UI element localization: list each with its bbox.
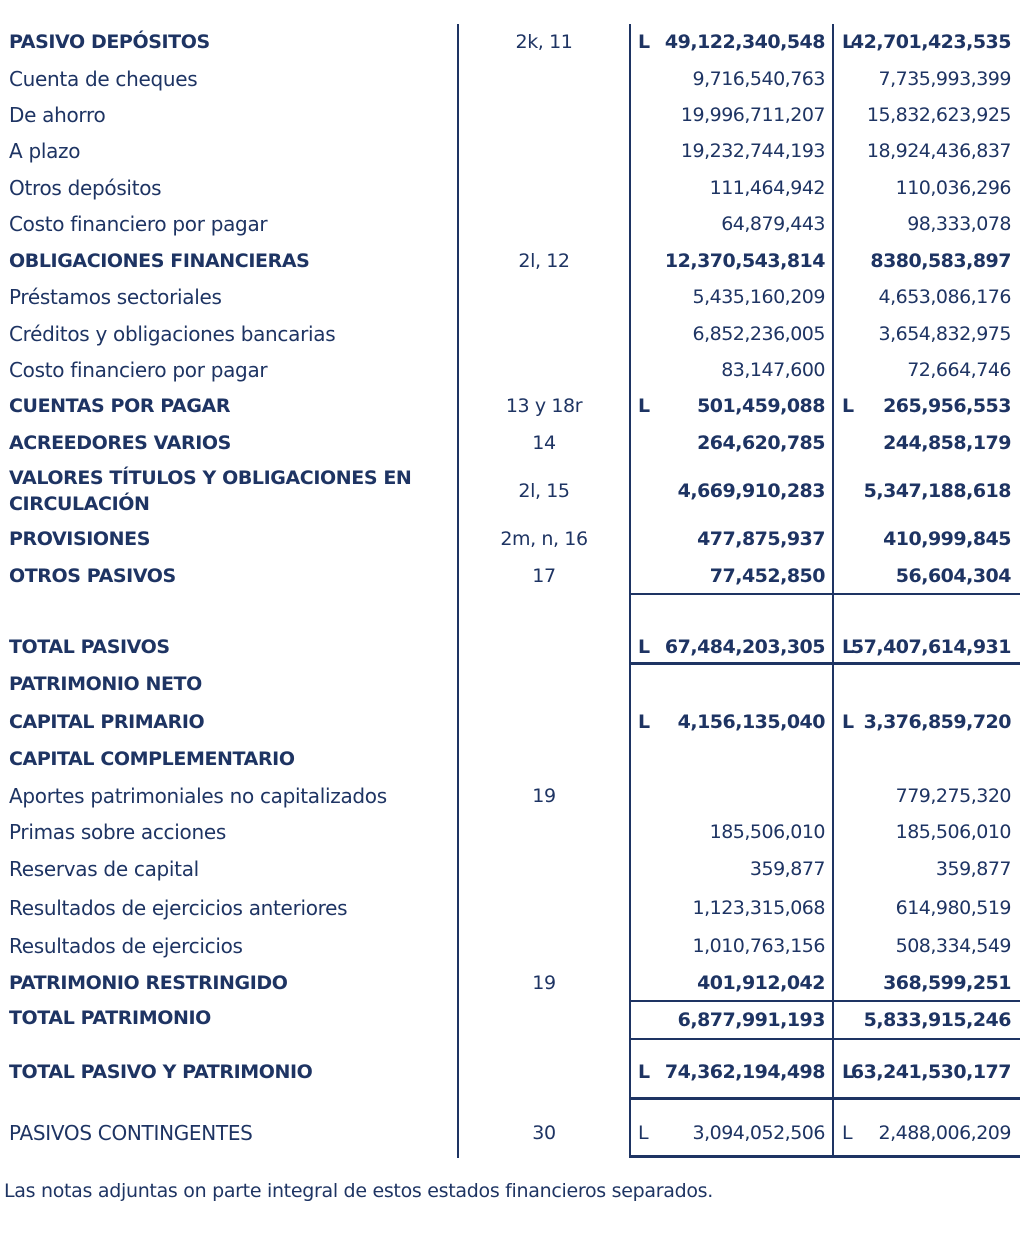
table-row bbox=[0, 965, 1025, 1001]
row-note: 2l, 15 bbox=[518, 480, 570, 502]
value-current: 67,484,203,305 bbox=[664, 636, 825, 658]
currency-symbol: L bbox=[638, 31, 651, 53]
value-current: 74,362,194,498 bbox=[664, 1061, 825, 1083]
table-row bbox=[0, 425, 1025, 461]
currency-symbol: L bbox=[842, 31, 855, 53]
currency-symbol: L bbox=[638, 636, 651, 658]
row-label: TOTAL PATRIMONIO bbox=[9, 1007, 211, 1029]
currency-symbol: L bbox=[842, 636, 855, 658]
value-prior: 8380,583,897 bbox=[870, 250, 1011, 272]
row-label: TOTAL PASIVOS bbox=[9, 636, 170, 658]
value-current: 12,370,543,814 bbox=[664, 250, 825, 272]
value-current: 477,875,937 bbox=[697, 528, 825, 550]
table-row bbox=[0, 316, 1025, 352]
row-note: 13 y 18r bbox=[505, 395, 583, 417]
value-current: 401,912,042 bbox=[697, 972, 825, 994]
currency-symbol: L bbox=[842, 711, 855, 733]
value-prior: 368,599,251 bbox=[883, 972, 1011, 994]
table-row bbox=[0, 97, 1025, 133]
value-prior: 265,956,553 bbox=[883, 395, 1011, 417]
value-prior: 359,877 bbox=[935, 858, 1011, 880]
row-label: Costo financiero por pagar bbox=[9, 212, 268, 236]
table-row bbox=[0, 61, 1025, 97]
rule-total-patrimonio bbox=[629, 1038, 1020, 1040]
table-row bbox=[0, 462, 1025, 520]
table-row bbox=[0, 388, 1025, 424]
value-prior: 244,858,179 bbox=[883, 432, 1011, 454]
value-current: 19,996,711,207 bbox=[680, 104, 825, 126]
value-current: 64,879,443 bbox=[721, 213, 825, 235]
value-prior: 3,654,832,975 bbox=[878, 323, 1011, 345]
value-current: 501,459,088 bbox=[697, 395, 825, 417]
row-note: 14 bbox=[532, 432, 556, 454]
row-note: 2l, 12 bbox=[518, 250, 570, 272]
row-label: Costo financiero por pagar bbox=[9, 358, 268, 382]
table-row bbox=[0, 814, 1025, 850]
value-prior: 185,506,010 bbox=[895, 821, 1011, 843]
value-current: 77,452,850 bbox=[709, 565, 825, 587]
row-label: A plazo bbox=[9, 139, 81, 163]
row-label: Primas sobre acciones bbox=[9, 820, 226, 844]
table-row bbox=[0, 666, 1025, 702]
value-current: 83,147,600 bbox=[721, 359, 825, 381]
row-label: PASIVOS CONTINGENTES bbox=[9, 1121, 253, 1145]
value-prior: 7,735,993,399 bbox=[878, 68, 1011, 90]
value-prior: 5,833,915,246 bbox=[863, 1009, 1011, 1031]
table-row bbox=[0, 24, 1025, 60]
value-prior: 2,488,006,209 bbox=[878, 1122, 1011, 1144]
row-note: 19 bbox=[532, 785, 556, 807]
value-prior: 614,980,519 bbox=[895, 897, 1011, 919]
value-current: 1,010,763,156 bbox=[692, 935, 825, 957]
footer-note: Las notas adjuntas on parte integral de estos estados financieros separados. bbox=[4, 1180, 713, 1202]
value-prior: 72,664,746 bbox=[907, 359, 1011, 381]
value-prior: 410,999,845 bbox=[883, 528, 1011, 550]
row-label: PATRIMONIO RESTRINGIDO bbox=[9, 972, 288, 994]
row-label: CUENTAS POR PAGAR bbox=[9, 395, 231, 417]
row-label: CAPITAL PRIMARIO bbox=[9, 711, 205, 733]
value-prior: 3,376,859,720 bbox=[863, 711, 1011, 733]
value-prior: 98,333,078 bbox=[907, 213, 1011, 235]
row-label: PATRIMONIO NETO bbox=[9, 673, 202, 695]
row-label: OTROS PASIVOS bbox=[9, 565, 176, 587]
currency-symbol: L bbox=[842, 1061, 855, 1083]
value-prior: 779,275,320 bbox=[895, 785, 1011, 807]
table-row bbox=[0, 279, 1025, 315]
row-note: 2m, n, 16 bbox=[500, 528, 588, 550]
row-label: Préstamos sectoriales bbox=[9, 285, 222, 309]
value-current: 3,094,052,506 bbox=[692, 1122, 825, 1144]
value-prior: 508,334,549 bbox=[895, 935, 1011, 957]
value-current: 6,877,991,193 bbox=[677, 1009, 825, 1031]
table-row bbox=[0, 243, 1025, 279]
table-row bbox=[0, 352, 1025, 388]
rule-contingentes bbox=[629, 1155, 1020, 1158]
value-prior: 5,347,188,618 bbox=[863, 480, 1011, 502]
row-label: Resultados de ejercicios anteriores bbox=[9, 896, 348, 920]
row-note: 19 bbox=[532, 972, 556, 994]
value-current: 4,156,135,040 bbox=[677, 711, 825, 733]
row-label: Resultados de ejercicios bbox=[9, 934, 243, 958]
row-label: ACREEDORES VARIOS bbox=[9, 432, 231, 454]
table-row bbox=[0, 521, 1025, 557]
currency-symbol: L bbox=[842, 1122, 853, 1144]
table-row bbox=[0, 1054, 1025, 1090]
currency-symbol: L bbox=[638, 711, 651, 733]
currency-symbol: L bbox=[638, 1061, 651, 1083]
value-prior: 63,241,530,177 bbox=[850, 1061, 1011, 1083]
table-row bbox=[0, 890, 1025, 926]
value-prior: 56,604,304 bbox=[895, 565, 1011, 587]
table-row bbox=[0, 928, 1025, 964]
row-label: PASIVO DEPÓSITOS bbox=[9, 31, 210, 53]
table-row bbox=[0, 851, 1025, 887]
row-note: 30 bbox=[532, 1122, 556, 1144]
value-current: 111,464,942 bbox=[709, 177, 825, 199]
currency-symbol: L bbox=[638, 1122, 649, 1144]
value-current: 264,620,785 bbox=[697, 432, 825, 454]
value-prior: 18,924,436,837 bbox=[866, 140, 1011, 162]
row-note: 17 bbox=[532, 565, 556, 587]
row-note: 2k, 11 bbox=[515, 31, 573, 53]
row-label: De ahorro bbox=[9, 103, 106, 127]
table-row bbox=[0, 778, 1025, 814]
value-prior: 110,036,296 bbox=[895, 177, 1011, 199]
value-current: 19,232,744,193 bbox=[680, 140, 825, 162]
row-label: OBLIGACIONES FINANCIERAS bbox=[9, 250, 310, 272]
value-current: 9,716,540,763 bbox=[692, 68, 825, 90]
value-prior: 15,832,623,925 bbox=[866, 104, 1011, 126]
currency-symbol: L bbox=[638, 395, 651, 417]
value-current: 5,435,160,209 bbox=[692, 286, 825, 308]
row-label: Cuenta de cheques bbox=[9, 67, 198, 91]
value-prior: 42,701,423,535 bbox=[850, 31, 1011, 53]
value-prior: 4,653,086,176 bbox=[878, 286, 1011, 308]
row-label: CAPITAL COMPLEMENTARIO bbox=[9, 748, 295, 770]
value-current: 49,122,340,548 bbox=[664, 31, 825, 53]
row-label: PROVISIONES bbox=[9, 528, 151, 550]
value-prior: 57,407,614,931 bbox=[850, 636, 1011, 658]
rule-total-pasivo-patrimonio bbox=[629, 1097, 1020, 1100]
row-label: Reservas de capital bbox=[9, 857, 199, 881]
value-current: 359,877 bbox=[749, 858, 825, 880]
table-row bbox=[0, 133, 1025, 169]
table-row bbox=[0, 629, 1025, 665]
value-current: 6,852,236,005 bbox=[692, 323, 825, 345]
currency-symbol: L bbox=[842, 395, 855, 417]
value-current: 185,506,010 bbox=[709, 821, 825, 843]
row-label: Aportes patrimoniales no capitalizados bbox=[9, 784, 387, 808]
table-row bbox=[0, 1115, 1025, 1151]
table-row bbox=[0, 741, 1025, 777]
row-label: Otros depósitos bbox=[9, 176, 162, 200]
row-label: Créditos y obligaciones bancarias bbox=[9, 322, 336, 346]
table-row bbox=[0, 170, 1025, 206]
row-label: VALORES TÍTULOS Y OBLIGACIONES EN CIRCULACIÓN bbox=[9, 467, 412, 515]
row-label: TOTAL PASIVO Y PATRIMONIO bbox=[9, 1061, 313, 1083]
value-current: 1,123,315,068 bbox=[692, 897, 825, 919]
value-current: 4,669,910,283 bbox=[677, 480, 825, 502]
table-row bbox=[0, 558, 1025, 594]
table-row bbox=[0, 704, 1025, 740]
table-row bbox=[0, 206, 1025, 242]
table-row bbox=[0, 1002, 1025, 1038]
